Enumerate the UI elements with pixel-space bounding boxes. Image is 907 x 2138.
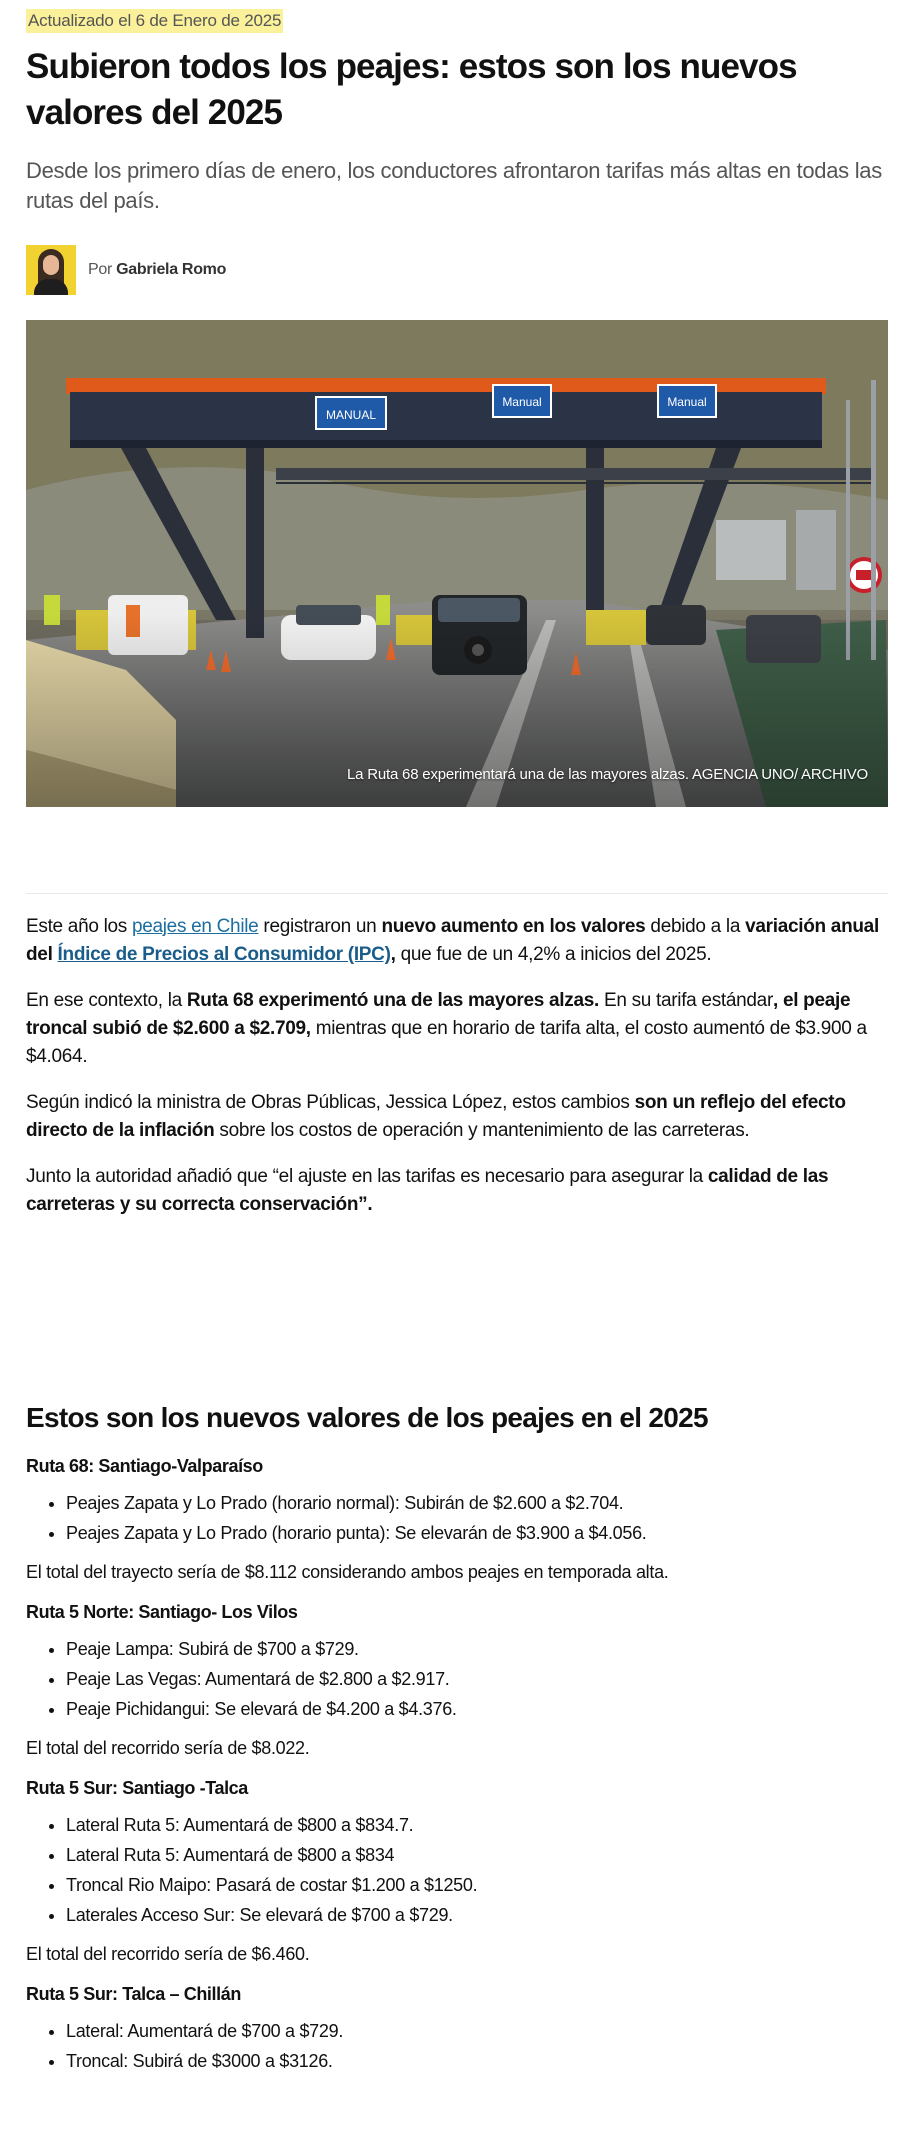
author-avatar[interactable] [26, 245, 76, 295]
route-total: El total del trayecto sería de $8.112 considerando ambos peajes en temporada alta. [26, 1562, 669, 1582]
list-item: • Troncal: Subirá de $3000 a $3126. [66, 2046, 888, 2076]
paragraph-2: En ese contexto, la Ruta 68 experimentó una de las mayores alzas. En su tarifa estándar, el peaje troncal subió de $2.600 a $2.709, mientras que en horario de tarifa alta, el costo aumentó de $3.900 a $4.064. [26, 990, 867, 1067]
route-total: El total del recorrido sería de $8.022. [26, 1738, 310, 1758]
route-list [26, 1810, 888, 1930]
article-body [26, 913, 888, 1237]
paragraph-1: Este año los peajes en Chile registraron un nuevo aumento en los valores debido a la variación anual del Índice de Precios al Consumidor (IPC), que fue de un 4,2% a inicios del 2025. [26, 916, 879, 965]
hero-photo [26, 320, 888, 807]
route-list [26, 2016, 888, 2076]
author-label: Por Gabriela Romo [88, 261, 227, 278]
toll-plaza-illustration [26, 320, 888, 807]
article-subtitle: Desde los primero días de enero, los conductores afrontaron tarifas más altas en todas las rutas del país. [26, 158, 882, 213]
route-heading: Ruta 5 Sur: Talca – Chillán [26, 1984, 241, 2004]
list-item: • Lateral Ruta 5: Aumentará de $800 a $834 [66, 1840, 888, 1870]
paragraph-4: Junto la autoridad añadió que “el ajuste en las tarifas es necesario para asegurar la calidad de las carreteras y su correcta conservación”. [26, 1166, 829, 1215]
route-heading: Ruta 5 Norte: Santiago- Los Vilos [26, 1602, 298, 1622]
section-heading: Estos son los nuevos valores de los peajes en el 2025 [26, 1402, 708, 1433]
route-heading: Ruta 68: Santiago-Valparaíso [26, 1456, 263, 1476]
toll-values-section [26, 1398, 888, 2086]
link-ipc[interactable]: Índice de Precios al Consumidor (IPC) [57, 944, 391, 965]
route-total: El total del recorrido sería de $6.460. [26, 1944, 310, 1964]
list-item: • Peajes Zapata y Lo Prado (horario punta): Se elevarán de $3.900 a $4.056. [66, 1518, 888, 1548]
article-title: Subieron todos los peajes: estos son los nuevos valores del 2025 [26, 47, 797, 132]
list-item: • Peaje Pichidangui: Se elevará de $4.200 a $4.376. [66, 1694, 888, 1724]
list-item: • Troncal Rio Maipo: Pasará de costar $1.200 a $1250. [66, 1870, 888, 1900]
hero-caption: La Ruta 68 experimentará una de las mayores alzas. AGENCIA UNO/ ARCHIVO [346, 766, 868, 783]
list-item: • Peajes Zapata y Lo Prado (horario normal): Subirán de $2.600 a $2.704. [66, 1488, 888, 1518]
route-heading: Ruta 5 Sur: Santiago -Talca [26, 1778, 248, 1798]
updated-date: Actualizado el 6 de Enero de 2025 [26, 9, 283, 33]
list-item: • Peaje Las Vegas: Aumentará de $2.800 a $2.917. [66, 1664, 888, 1694]
list-item: • Laterales Acceso Sur: Se elevará de $700 a $729. [66, 1900, 888, 1930]
author-name[interactable]: Gabriela Romo [116, 261, 227, 278]
route-list [26, 1488, 888, 1548]
list-item: • Lateral Ruta 5: Aumentará de $800 a $834.7. [66, 1810, 888, 1840]
route-list [26, 1634, 888, 1724]
link-peajes-chile[interactable]: peajes en Chile [131, 916, 259, 937]
list-item: • Lateral: Aumentará de $700 a $729. [66, 2016, 888, 2046]
author-byline [26, 245, 226, 295]
list-item: • Peaje Lampa: Subirá de $700 a $729. [66, 1634, 888, 1664]
content-divider [26, 893, 888, 894]
paragraph-3: Según indicó la ministra de Obras Públicas, Jessica López, estos cambios son un reflejo del efecto directo de la inflación sobre los costos de operación y mantenimiento de las carreteras. [26, 1092, 846, 1141]
